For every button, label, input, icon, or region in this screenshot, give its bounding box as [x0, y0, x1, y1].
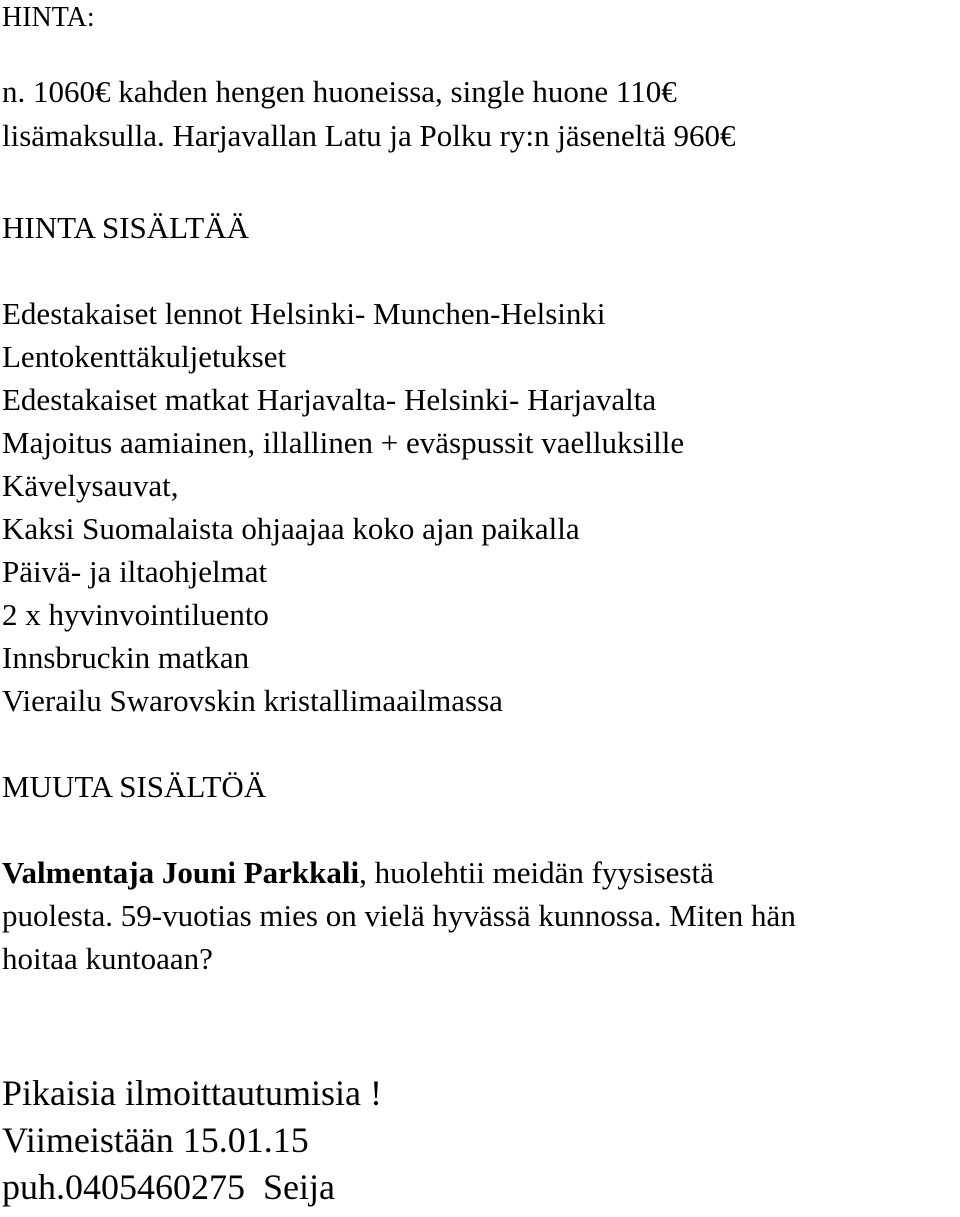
- includes-item-airport-transfers: Lentokenttäkuljetukset: [2, 339, 287, 374]
- price-heading: HINTA:: [2, 2, 95, 33]
- includes-item-flights: Edestakaiset lennot Helsinki- Munchen-Helsinki: [2, 296, 606, 331]
- includes-item-guides: Kaksi Suomalaista ohjaajaa koko ajan paikalla: [2, 511, 580, 546]
- includes-item-swarovski: Vierailu Swarovskin kristallimaailmassa: [2, 683, 503, 718]
- coach-line-1: [2, 855, 714, 891]
- signup-phone: puh.0405460275 Seija: [2, 1167, 335, 1207]
- coach-line-2: puolesta. 59-vuotias mies on vielä hyvässä kunnossa. Miten hän: [2, 898, 796, 933]
- other-heading: MUUTA SISÄLTÖÄ: [2, 769, 267, 804]
- includes-item-innsbruck: Innsbruckin matkan: [2, 640, 250, 675]
- signup-call: Pikaisia ilmoittautumisia !: [2, 1073, 382, 1113]
- includes-item-programs: Päivä- ja iltaohjelmat: [2, 554, 268, 589]
- includes-item-accommodation: Majoitus aamiainen, illallinen + eväspussit vaelluksille: [2, 425, 685, 460]
- signup-deadline: Viimeistään 15.01.15: [2, 1120, 309, 1160]
- includes-item-bus-trips: Edestakaiset matkat Harjavalta- Helsinki- Harjavalta: [2, 382, 657, 417]
- includes-item-lectures: 2 x hyvinvointiluento: [2, 597, 269, 632]
- coach-line-1-rest: , huolehtii meidän fyysisestä: [359, 855, 714, 890]
- price-line-2: lisämaksulla. Harjavallan Latu ja Polku ry:n jäseneltä 960€: [2, 118, 736, 153]
- includes-heading: HINTA SISÄLTÄÄ: [2, 210, 249, 245]
- coach-line-3: hoitaa kuntoaan?: [2, 941, 213, 976]
- includes-item-walking-poles: Kävelysauvat,: [2, 468, 179, 503]
- coach-name: Valmentaja Jouni Parkkali: [2, 855, 360, 890]
- price-line-1: n. 1060€ kahden hengen huoneissa, single huone 110€: [2, 74, 677, 109]
